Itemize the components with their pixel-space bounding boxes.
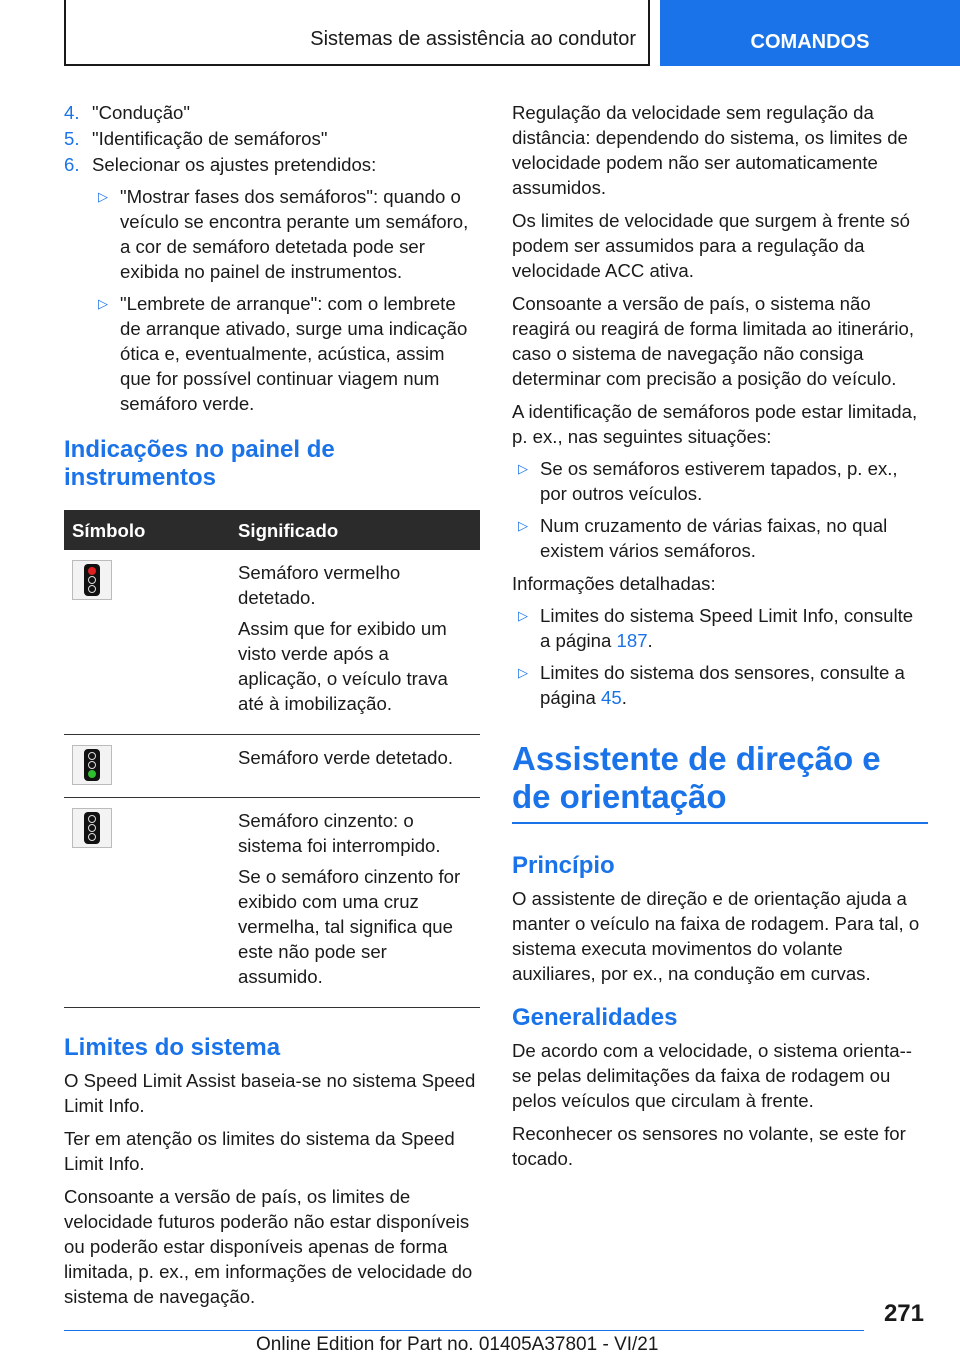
traffic-light-green-icon [72,745,112,785]
meaning-text: Assim que for exibido um visto verde após a aplicação, o veículo trava até à imobilização. [238,618,448,714]
header-chapter-tab[interactable]: COMANDOS [660,0,960,66]
footer-edition: Online Edition for Part no. 01405A37801 - VI/21 [256,1334,659,1355]
limits-heading: Limites do sistema [64,1034,281,1061]
triangle-bullet-icon: ▷ [98,189,108,204]
symbol-cell [64,735,230,798]
step-text: Selecionar os ajustes pretendidos: [92,154,377,175]
list-item [512,660,928,710]
paragraph: O Speed Limit Assist baseia-se no sistema Speed Limit Info. [64,1070,476,1116]
traffic-light-red-icon [72,560,112,600]
left-column [64,100,480,1317]
step-item [64,126,480,151]
right-column [512,100,928,1179]
details-label: Informações detalhadas: [512,573,716,594]
traffic-light-grey-icon [72,808,112,848]
principle-heading: Princípio [512,852,615,879]
header-section-title: Sistemas de assistência ao condutor [310,28,636,50]
paragraph: Reconhecer os sensores no volante, se este for tocado. [512,1123,906,1169]
meaning-cell [230,550,480,735]
bullet-text: Num cruzamento de várias faixas, no qual existem vários semáforos. [540,515,888,561]
triangle-bullet-icon: ▷ [518,665,528,680]
meaning-cell [230,798,480,1008]
triangle-bullet-icon: ▷ [98,296,108,311]
main-heading: Assistente de direção e de orientação [512,740,881,815]
paragraph: O assistente de direção e de orientação ajuda a manter o veículo na faixa de rodagem. Para tal, o sistema executa movimentos do volante auxiliares, por ex., na condução em curvas. [512,888,920,984]
paragraph: De acordo com a velocidade, o sistema orienta--se pelas delimitações da faixa de rodagem ou pelos veículos que circulam à frente. [512,1040,912,1111]
table-header-row [64,510,480,550]
list-item [512,513,928,563]
table-row [64,550,480,735]
paragraph: Ter em atenção os limites do sistema da Speed Limit Info. [64,1128,455,1174]
paragraph: Consoante a versão de país, o sistema não reagirá ou reagirá de forma limitada ao itinerário, caso o sistema de navegação não consiga determinar com precisão a posição do veículo. [512,293,915,389]
meaning-text: Semáforo verde detetado. [238,747,453,768]
indications-heading: Indicações no painel de instrumentos [64,436,335,491]
meaning-text: Semáforo cinzento: o sistema foi interrompido. [238,810,441,856]
triangle-bullet-icon: ▷ [518,518,528,533]
bullet-text: Se os semáforos estiverem tapados, p. ex., por outros veículos. [540,458,898,504]
list-item [512,456,928,506]
footer-rule [64,1330,864,1331]
step-sub-bullets [92,184,480,416]
step-text: "Identificação de semáforos" [92,128,328,149]
step-number: 6. [64,154,80,175]
step-number: 5. [64,128,80,149]
bullet-text: "Lembrete de arranque": com o lembrete de arranque ativado, surge uma indicação ótica e, eventualmente, acústica, assim que for possível continuar viagem num semáforo verde. [120,293,468,414]
symbols-table [64,510,480,1008]
step-item [64,152,480,177]
step-number: 4. [64,102,80,123]
paragraph: Regulação da velocidade sem regulação da distância: dependendo do sistema, os limites de velocidade podem não ser automaticamente assumidos. [512,102,908,198]
list-item [512,603,928,653]
meaning-text: Semáforo vermelho detetado. [238,562,401,608]
page-link[interactable]: 187 [616,630,648,651]
list-item [92,184,480,284]
meaning-text: Se o semáforo cinzento for exibido com uma cruz vermelha, tal significa que este não pode ser assumido. [238,866,461,987]
symbol-cell [64,798,230,1008]
paragraph: A identificação de semáforos pode estar limitada, p. ex., nas seguintes situações: [512,401,918,447]
page-number: 271 [883,1300,924,1327]
general-heading: Generalidades [512,1004,678,1031]
heading-rule [512,822,928,824]
symbol-cell [64,550,230,735]
triangle-bullet-icon: ▷ [518,608,528,623]
triangle-bullet-icon: ▷ [518,461,528,476]
list-item [92,291,480,416]
table-row [64,735,480,798]
header-separator [648,0,650,66]
page-link[interactable]: 45 [601,687,622,708]
column-header-meaning: Significado [230,510,480,550]
paragraph: Consoante a versão de país, os limites de velocidade futuros poderão não estar disponíveis ou poderão estar disponíveis apenas de forma limitada, p. ex., em informações de velocidade do sistema de navegação. [64,1186,473,1307]
table-row [64,798,480,1008]
paragraph: Os limites de velocidade que surgem à frente só podem ser assumidos para a regulação da velocidade ACC ativa. [512,210,910,281]
bullet-text: "Mostrar fases dos semáforos": quando o veículo se encontra perante um semáforo, a cor de semáforo detetada pode ser exibida no painel de instrumentos. [120,186,469,282]
bullet-text: Limites do sistema dos sensores, consulte a página 45. [540,662,905,708]
step-text: "Condução" [92,102,190,123]
step-item [64,100,480,125]
bullet-text: Limites do sistema Speed Limit Info, consulte a página 187. [540,605,914,651]
header-bottom-rule [64,64,648,66]
meaning-cell [230,735,480,798]
column-header-symbol: Símbolo [64,510,230,550]
